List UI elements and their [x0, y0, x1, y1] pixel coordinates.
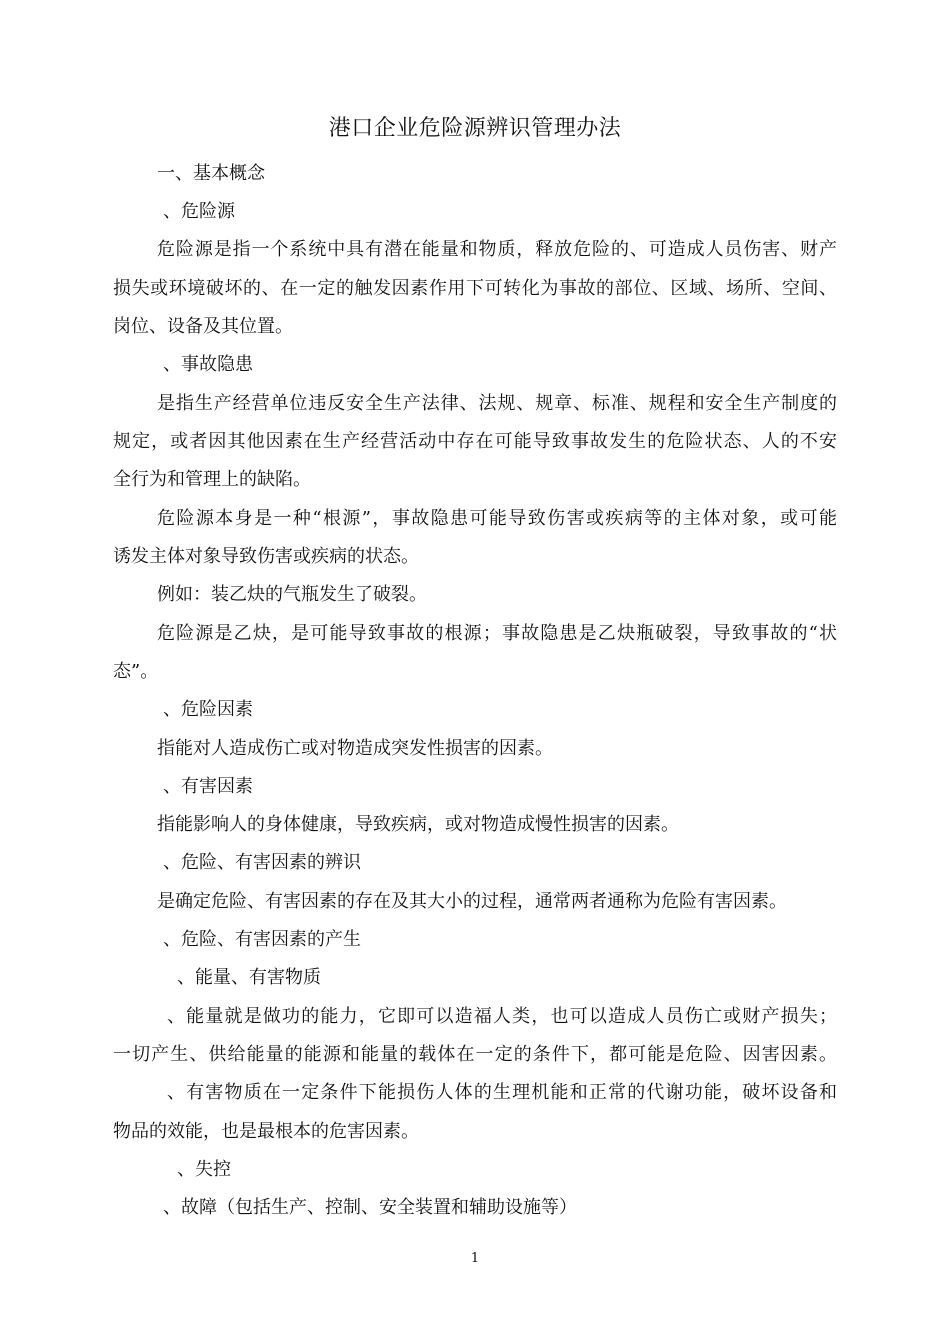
paragraph-line: 物品的效能，也是最根本的危害因素。 — [113, 1121, 419, 1142]
paragraph-line: 规定，或者因其他因素在生产经营活动中存在可能导致事故发生的危险状态、人的不安 — [113, 431, 837, 452]
paragraph-line: 指能对人造成伤亡或对物造成突发性损害的因素。 — [157, 738, 553, 759]
page-number: 1 — [470, 1251, 480, 1266]
subsection-heading: 、有害因素 — [163, 776, 253, 797]
paragraph-line: 、有害物质在一定条件下能损伤人体的生理机能和正常的代谢功能，破坏设备和 — [167, 1082, 837, 1103]
paragraph-line: 全行为和管理上的缺陷。 — [113, 469, 311, 490]
paragraph-line: 是指生产经营单位违反安全生产法律、法规、规章、标准、规程和安全生产制度的 — [157, 393, 837, 414]
paragraph-line: 危险源是指一个系统中具有潜在能量和物质，释放危险的、可造成人员伤害、财产 — [157, 239, 837, 260]
paragraph-line: 例如：装乙炔的气瓶发生了破裂。 — [157, 584, 427, 605]
paragraph-line: 危险源本身是一种“根源”，事故隐患可能导致伤害或疾病等的主体对象，或可能 — [157, 508, 837, 529]
paragraph-line: 是确定危险、有害因素的存在及其大小的过程，通常两者通称为危险有害因素。 — [157, 891, 787, 912]
paragraph-line: 诱发主体对象导致伤害或疾病的状态。 — [113, 546, 419, 567]
subsection-heading: 、危险因素 — [163, 699, 253, 720]
subsection-heading: 、危险源 — [163, 201, 235, 222]
subsection-heading: 、危险、有害因素的产生 — [163, 929, 361, 950]
subsection-heading: 、危险、有害因素的辨识 — [163, 852, 361, 873]
subsection-heading: 、事故隐患 — [163, 354, 253, 375]
paragraph-line: 、故障（包括生产、控制、安全装置和辅助设施等） — [163, 1197, 577, 1218]
paragraph-line: 态”。 — [113, 661, 159, 682]
paragraph-line: 损失或环境破坏的、在一定的触发因素作用下可转化为事故的部位、区域、场所、空间、 — [113, 278, 837, 299]
paragraph-line: 指能影响人的身体健康，导致疾病，或对物造成慢性损害的因素。 — [157, 814, 679, 835]
subsection-heading: 、失控 — [177, 1159, 231, 1180]
document-title: 港口企业危险源辨识管理办法 — [328, 116, 622, 141]
paragraph-line: 、能量就是做功的能力，它即可以造福人类，也可以造成人员伤亡或财产损失； — [167, 1006, 837, 1027]
paragraph-line: 危险源是乙炔，是可能导致事故的根源；事故隐患是乙炔瓶破裂，导致事故的“状 — [157, 623, 837, 644]
subsection-heading: 、能量、有害物质 — [177, 967, 321, 988]
section-heading: 一、基本概念 — [157, 163, 265, 184]
paragraph-line: 岗位、设备及其位置。 — [113, 316, 293, 337]
paragraph-line: 一切产生、供给能量的能源和能量的载体在一定的条件下，都可能是危险、因害因素。 — [113, 1044, 837, 1065]
